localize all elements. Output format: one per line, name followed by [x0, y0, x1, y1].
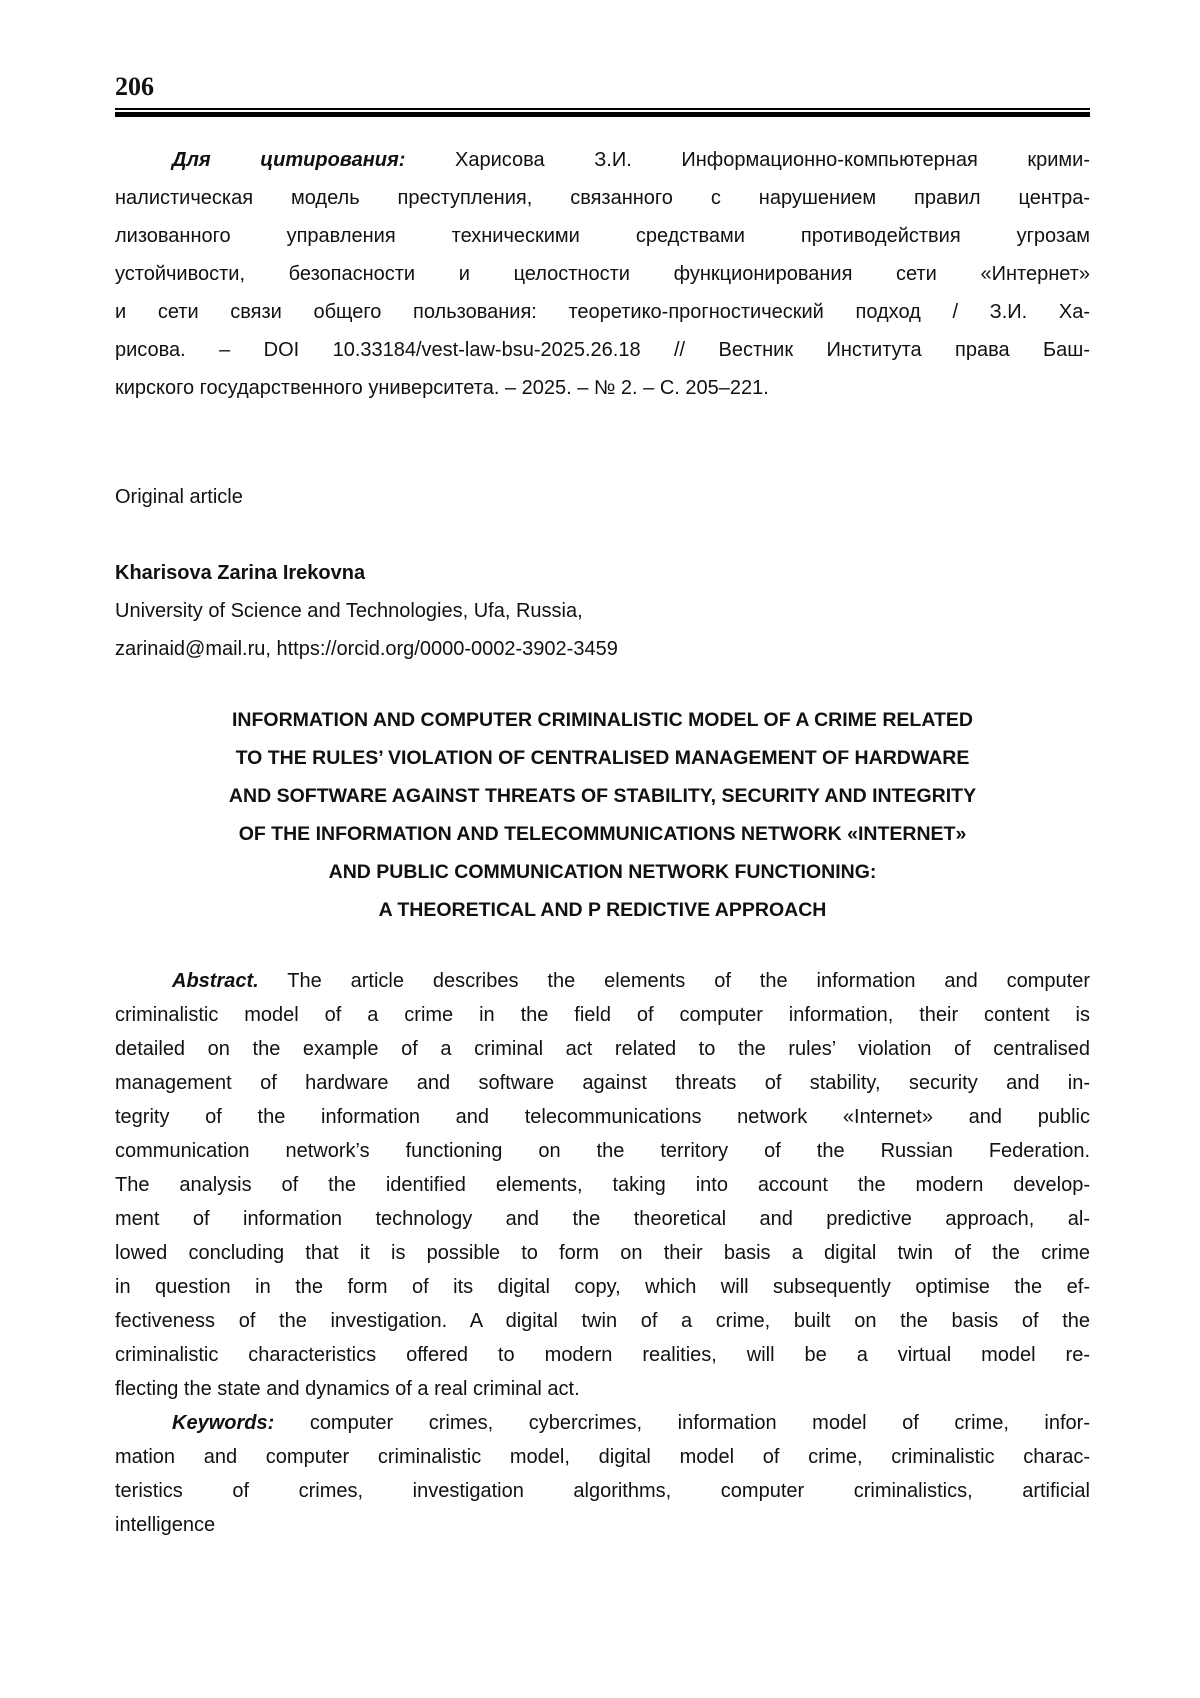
author-contacts[interactable]: zarinaid@mail.ru, https://orcid.org/0000-0002-3902-3459 [115, 638, 618, 660]
citation-text: Харисова З.И. Информационно-компьютерная крими- [455, 149, 1090, 171]
title-line: AND PUBLIC COMMUNICATION NETWORK FUNCTIONING: [328, 861, 877, 883]
abstract-line: criminalistic model of a crime in the field of computer information, their content is [115, 1004, 1090, 1026]
citation-line: кирского государственного университета. – 2025. – № 2. – С. 205–221. [115, 377, 769, 399]
keywords-line: intelligence [115, 1514, 216, 1536]
author-affiliation: University of Science and Technologies, Ufa, Russia, [115, 600, 583, 622]
abstract-line: tegrity of the information and telecommunications network «Internet» and public [115, 1106, 1090, 1128]
abstract-line: flecting the state and dynamics of a real criminal act. [115, 1378, 580, 1400]
citation-block [115, 141, 1090, 407]
abstract-line: in question in the form of its digital copy, which will subsequently optimise the ef- [115, 1276, 1090, 1298]
keywords-line: teristics of crimes, investigation algorithms, computer criminalistics, artificial [115, 1480, 1090, 1502]
title-line: INFORMATION AND COMPUTER CRIMINALISTIC MODEL OF A CRIME RELATED [232, 709, 973, 731]
keywords-text: computer crimes, cybercrimes, information model of crime, infor- [309, 1412, 1090, 1434]
citation-line: лизованного управления техническими средствами противодействия угрозам [115, 225, 1090, 247]
abstract-line: management of hardware and software against threats of stability, security and in- [115, 1072, 1090, 1094]
article-title [115, 701, 1090, 929]
abstract-line: ment of information technology and the theoretical and predictive approach, al- [115, 1208, 1090, 1230]
title-line: AND SOFTWARE AGAINST THREATS OF STABILITY, SECURITY AND INTEGRITY [228, 785, 977, 807]
abstract-line: lowed concluding that it is possible to form on their basis a digital twin of the crime [115, 1242, 1090, 1264]
article-type: Original article [115, 486, 243, 508]
citation-label: Для цитирования: [172, 149, 406, 171]
title-line: OF THE INFORMATION AND TELECOMMUNICATIONS NETWORK «INTERNET» [238, 823, 967, 845]
author-block [115, 554, 1090, 668]
abstract-line: detailed on the example of a criminal act related to the rules’ violation of centralised [115, 1038, 1090, 1060]
abstract-text: The article describes the elements of the information and computer [287, 970, 1090, 992]
abstract-block [115, 964, 1090, 1542]
keywords-label: Keywords: [172, 1412, 275, 1434]
citation-line: рисова. – DOI 10.33184/vest-law-bsu-2025.26.18 // Вестник Института права Баш- [115, 339, 1090, 361]
abstract-line: fectiveness of the investigation. A digital twin of a crime, built on the basis of the [115, 1310, 1090, 1332]
abstract-label: Abstract. [172, 970, 259, 992]
page-number: 206 [115, 72, 154, 101]
citation-line: и сети связи общего пользования: теоретико-прогностический подход / З.И. Ха- [115, 301, 1090, 323]
abstract-line: communication network’s functioning on the territory of the Russian Federation. [115, 1140, 1090, 1162]
abstract-line: criminalistic characteristics offered to modern realities, will be a virtual model re- [115, 1344, 1090, 1366]
header-rule [115, 108, 1090, 118]
title-line: TO THE RULES’ VIOLATION OF CENTRALISED MANAGEMENT OF HARDWARE [235, 747, 970, 769]
keywords-line: mation and computer criminalistic model, digital model of crime, criminalistic charac- [115, 1446, 1090, 1468]
citation-line: устойчивости, безопасности и целостности функционирования сети «Интернет» [115, 263, 1090, 285]
abstract-line [115, 964, 1090, 998]
citation-line: налистическая модель преступления, связанного с нарушением правил центра- [115, 187, 1090, 209]
citation-line [115, 141, 1090, 179]
title-line: A THEORETICAL AND P REDICTIVE APPROACH [378, 899, 827, 921]
keywords-line [115, 1406, 1090, 1440]
abstract-line: The analysis of the identified elements, taking into account the modern develop- [115, 1174, 1090, 1196]
author-name: Kharisova Zarina Irekovna [115, 562, 366, 584]
